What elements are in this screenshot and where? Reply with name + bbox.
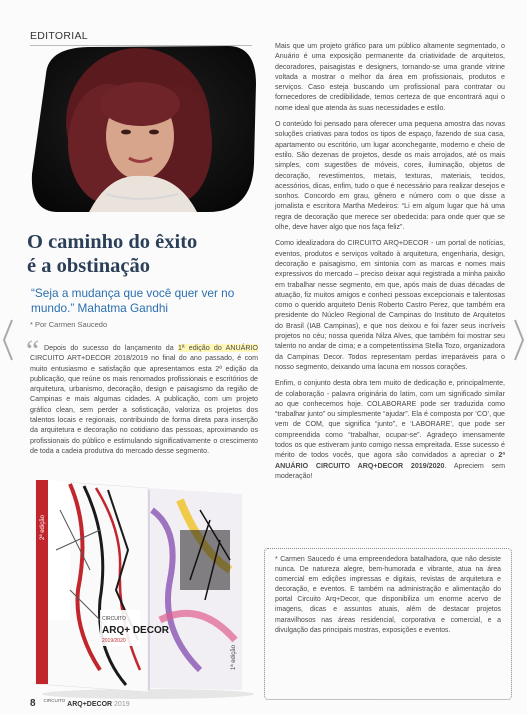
body-paragraph-1: Mais que um projeto gráfico para um público altamente segmentado, o Anuário é uma exposição permanente da criatividade de arquitetos, decoradores, paisagistas e designers, tornando-se uma grande vitrine voltada a mostrar o melhor da área em profissionais, produtos e serviços. Caso esteja buscando um profissional para contratar ou fornecedores de credibilidade, temos certeza de que encontrará aqui o nome ideal que atenda às suas necessidades e estilo. bbox=[275, 42, 505, 112]
headline bbox=[27, 230, 257, 278]
author-bio-text: * Carmen Saucedo é uma empreendedora batalhadora, que não desiste nunca. De natureza alegre, bem-humorada e vibrante, atua na área comercial em edições impressas e digitais, revistas de arquitetura e decoração, e eventos. E também na administração e alimentação do portal Circuito Arq+Decor, que disponibiliza um enorme acervo de imagens, dicas e assuntos atuais, além de destacar projetos maravilhosos nas áreas residencial, corporativa e comercial, e a divulgação das principais mostras, exposições e eventos. bbox=[275, 556, 501, 634]
book-cover-small: CIRCUITO bbox=[102, 616, 127, 622]
quote-mark-icon: “ bbox=[26, 334, 40, 367]
section-label: EDITORIAL bbox=[30, 30, 88, 42]
intro-paragraph bbox=[30, 343, 258, 456]
footer-brand-name: ARQ+DECOR bbox=[67, 701, 113, 708]
author-bio-box bbox=[264, 548, 512, 700]
pull-quote: “Seja a mudança que você quer ver no mundo.” Mahatma Gandhi bbox=[31, 286, 235, 315]
p4-bold-title: 2ª ANUÁRIO CIRCUITO ARQ+DECOR 2019/2020 bbox=[275, 451, 505, 470]
main-text-column bbox=[275, 41, 505, 487]
book-edition-2-label: 2ª edição bbox=[40, 515, 46, 540]
page-number: 8 bbox=[30, 698, 36, 709]
headline-line-1: O caminho do êxito bbox=[27, 231, 198, 253]
footer-year: 2019 bbox=[114, 701, 130, 708]
intro-text-end: CIRCUITO ART+DECOR 2018/2019 no final do ano passado, é com muito entusiasmo e satisfação que apresentamos esta 2ª edição da publicação, que reúne os mais renomados profissionais e escritórios de arquitetura, urbanismo, decoração, design e paisagismo da região de Campinas e mais algumas cidades. A publicação, com um projeto gráfico clean, sem perder a sofisticação, valoriza os projetos dos talentos locais e regionais, contribuindo de forma direta para inserção da arquitetura e decoração no cotidiano das pessoas, aproximando os profissionais do público e estimulando significativamente o crescimento de toda a cadeia produtiva do mercado desse segmento. bbox=[30, 354, 258, 455]
book-cover-years: 2019/2020 bbox=[102, 638, 126, 644]
byline: * Por Carmen Saucedo bbox=[30, 320, 108, 329]
intro-text-start: Depois do sucesso do lançamento da bbox=[44, 344, 178, 352]
next-page-chevron-icon[interactable] bbox=[513, 318, 525, 362]
footer-brand bbox=[43, 698, 130, 708]
body-paragraph-4 bbox=[275, 378, 505, 481]
body-paragraph-3: Como idealizadora do CIRCUITO ARQ+DECOR - um portal de notícias, eventos, produtos e serviços voltado à arquitetura, engenharia, design, decoração e paisagismo, em sintonia com as marcas e nomes mais expressivos do mercado – preciso deixar aqui registrada a minha paixão em trabalhar nesse segmento, em que, após mais de duas décadas de atuação, fiz muitos amigos e conheci pessoas excepcionais e talentosas como o querido arquiteto Denis Roberto Castro Perez, que também era presidente do Núcleo Regional de Campinas do Instituto de Arquitetos do Brasil (IAB Campinas), e que nos deixou e foi fazer seus incríveis projetos no céu; nossa querida Nilza Alves, que também foi mostrar seu talento no andar de cima; e a competentíssima Stella Tozo, organizadora da Campinas Decor. Todos representam perdas irreparáveis para o nosso segmento, deixando uma lacuna em nossos corações. bbox=[275, 239, 505, 371]
page-footer bbox=[30, 698, 130, 709]
p4-text-start: Enfim, o conjunto desta obra tem muito de dedicação e, principalmente, de colaboração - palavra originária do latim, com um significado similar ao que conhecemos hoje. COLABORARE pode ser traduzida como “trabalhar junto” ou simplesmente “ajudar”. Ela é composta por ‘CO’, que vem de COM, que significa “junto”, e ‘LABORARE’, que pode ser compreendida como “trabalhar, ocupar-se”. Agradeço imensamente todos os que estiveram junto comigo nessa empreitada. Esse sucesso é mérito de todos vocês, que agora são convidados a apreciar o bbox=[275, 379, 505, 460]
book-cover-title: ARQ+ DECOR bbox=[102, 625, 169, 636]
anuario-books-illustration bbox=[30, 470, 258, 700]
book-edition-1-label: 1ª edição bbox=[231, 645, 237, 670]
previous-page-chevron-icon[interactable] bbox=[2, 318, 14, 362]
author-photo bbox=[28, 44, 258, 214]
p4-text-end: . Apreciem sem moderação! bbox=[275, 461, 505, 480]
headline-line-2: é a obstinação bbox=[27, 255, 150, 277]
body-paragraph-2: O conteúdo foi pensado para oferecer uma pequena amostra das novas soluções criativas para todos os tipos de espaço, fazendo de sua casa, apartamento ou escritório, um lugar aconchegante, moderno e cheio de estilo. São dezenas de projetos, desde os mais arrojados, até os mais simples, com sugestões de móveis, cores, iluminação, objetos de decoração, revestimentos, metais, texturas, materiais, tecidos, acessórios, dicas, enfim, tudo o que é necessário para realizar desejos e sonhos. Concordo em grau, gênero e número com o que disse a jornalista e escritora Martha Medeiros: “Li em algum lugar que há uma regra de decoração que merece ser obedecida: para onde quer que se olhe, deve haver algo que nos faça feliz”. bbox=[275, 120, 505, 232]
footer-brand-small: CIRCUITO bbox=[43, 698, 66, 703]
intro-highlight: 1ª edição do ANUÁRIO bbox=[177, 344, 258, 352]
